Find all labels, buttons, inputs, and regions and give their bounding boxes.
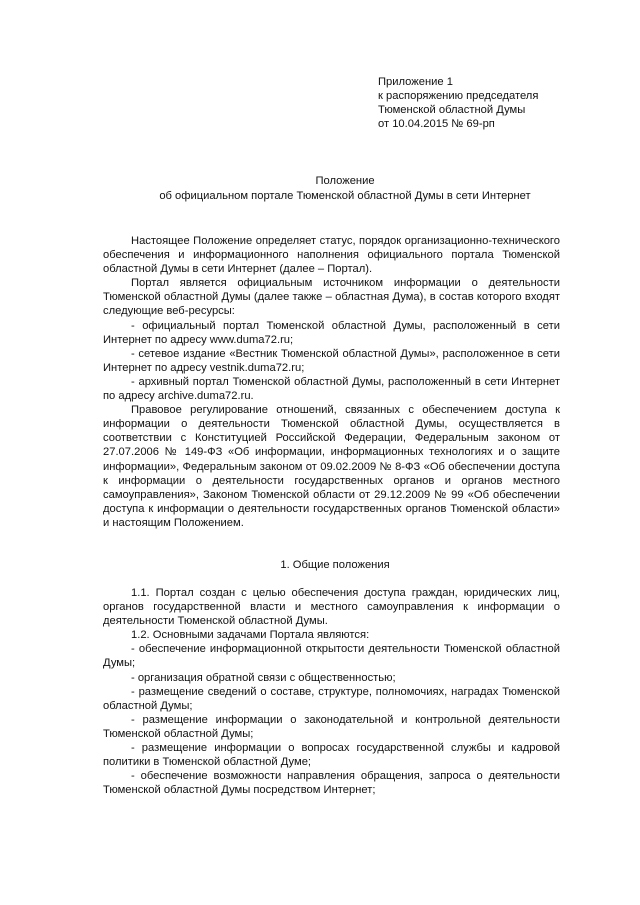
- intro-paragraph-1: Настоящее Положение определяет статус, порядок организационно-технического обеспечения и информационного наполнения официального портала Тюменской областной Думы в сети Интернет (далее – Портал).: [103, 235, 560, 276]
- section-1-list-item-4: - размещение информации о законодательной и контрольной деятельности Тюменской областной Думы;: [103, 713, 560, 740]
- section-1-list-item-5: - размещение информации о вопросах государственной службы и кадровой политики в Тюменской областной Думе;: [103, 742, 560, 769]
- section-1-list-item-3: - размещение сведений о составе, структуре, полномочиях, наградах Тюменской областной Думы;: [103, 685, 560, 712]
- intro-list-item-2: - сетевое издание «Вестник Тюменской областной Думы», расположенное в сети Интернет по адресу vestnik.duma72.ru;: [103, 347, 560, 374]
- appendix-line-2: к распоряжению председателя: [378, 90, 539, 102]
- appendix-line-4: от 10.04.2015 № 69-рп: [378, 118, 495, 130]
- appendix-line-3: Тюменской областной Думы: [378, 104, 526, 116]
- section-1-list-item-6: - обеспечение возможности направления обращения, запроса о деятельности Тюменской областной Думы посредством Интернет;: [103, 770, 560, 797]
- intro-section: [103, 234, 560, 530]
- intro-list-item-3: - архивный портал Тюменской областной Думы, расположенный в сети Интернет по адресу archive.duma72.ru.: [103, 375, 560, 403]
- section-1-heading: [0, 558, 640, 572]
- section-1-paragraph-1-1: 1.1. Портал создан с целью обеспечения доступа граждан, юридических лиц, органов государственной власти и местного самоуправления к информации о деятельности Тюменской областной Думы.: [103, 587, 560, 628]
- intro-paragraph-legal: Правовое регулирование отношений, связанных с обеспечением доступа к информации о деятельности Тюменской областной Думы, осуществляется в соответствии с Конституцией Российской Федерации, Федеральным законом от 27.07.2006 № 149-ФЗ «Об информации, информационных технологиях и о защите информации», Федеральным законом от 09.02.2009 № 8-ФЗ «Об обеспечении доступа к информации о деятельности государственных органов и органов местного самоуправления», Законом Тюменской области от 29.12.2009 № 99 «Об обеспечении доступа к информации о деятельности государственных органов Тюменской области» и настоящим Положением.: [103, 404, 560, 529]
- section-1-list-item-1: - обеспечение информационной открытости деятельности Тюменской областной Думы;: [103, 643, 560, 670]
- intro-list-item-1: - официальный портал Тюменской областной Думы, расположенный в сети Интернет по адресу www.duma72.ru;: [103, 319, 560, 346]
- document-title: [0, 174, 640, 203]
- document-title-line-2: об официальном портале Тюменской областной Думы в сети Интернет: [159, 189, 531, 202]
- section-1-paragraph-1-2: 1.2. Основными задачами Портала являются:: [131, 629, 370, 642]
- appendix-header: [378, 75, 538, 131]
- section-1-list-item-2: - организация обратной связи с общественностью;: [131, 671, 396, 684]
- section-1-heading-text: 1. Общие положения: [280, 559, 390, 571]
- document-title-line-1: Положение: [315, 175, 375, 187]
- appendix-line-1: Приложение 1: [378, 76, 453, 88]
- intro-paragraph-2: Портал является официальным источником информации о деятельности Тюменской областной Думы (далее также – областная Дума), в состав которого входят следующие веб-ресурсы:: [103, 277, 560, 318]
- section-1-body: [103, 586, 560, 797]
